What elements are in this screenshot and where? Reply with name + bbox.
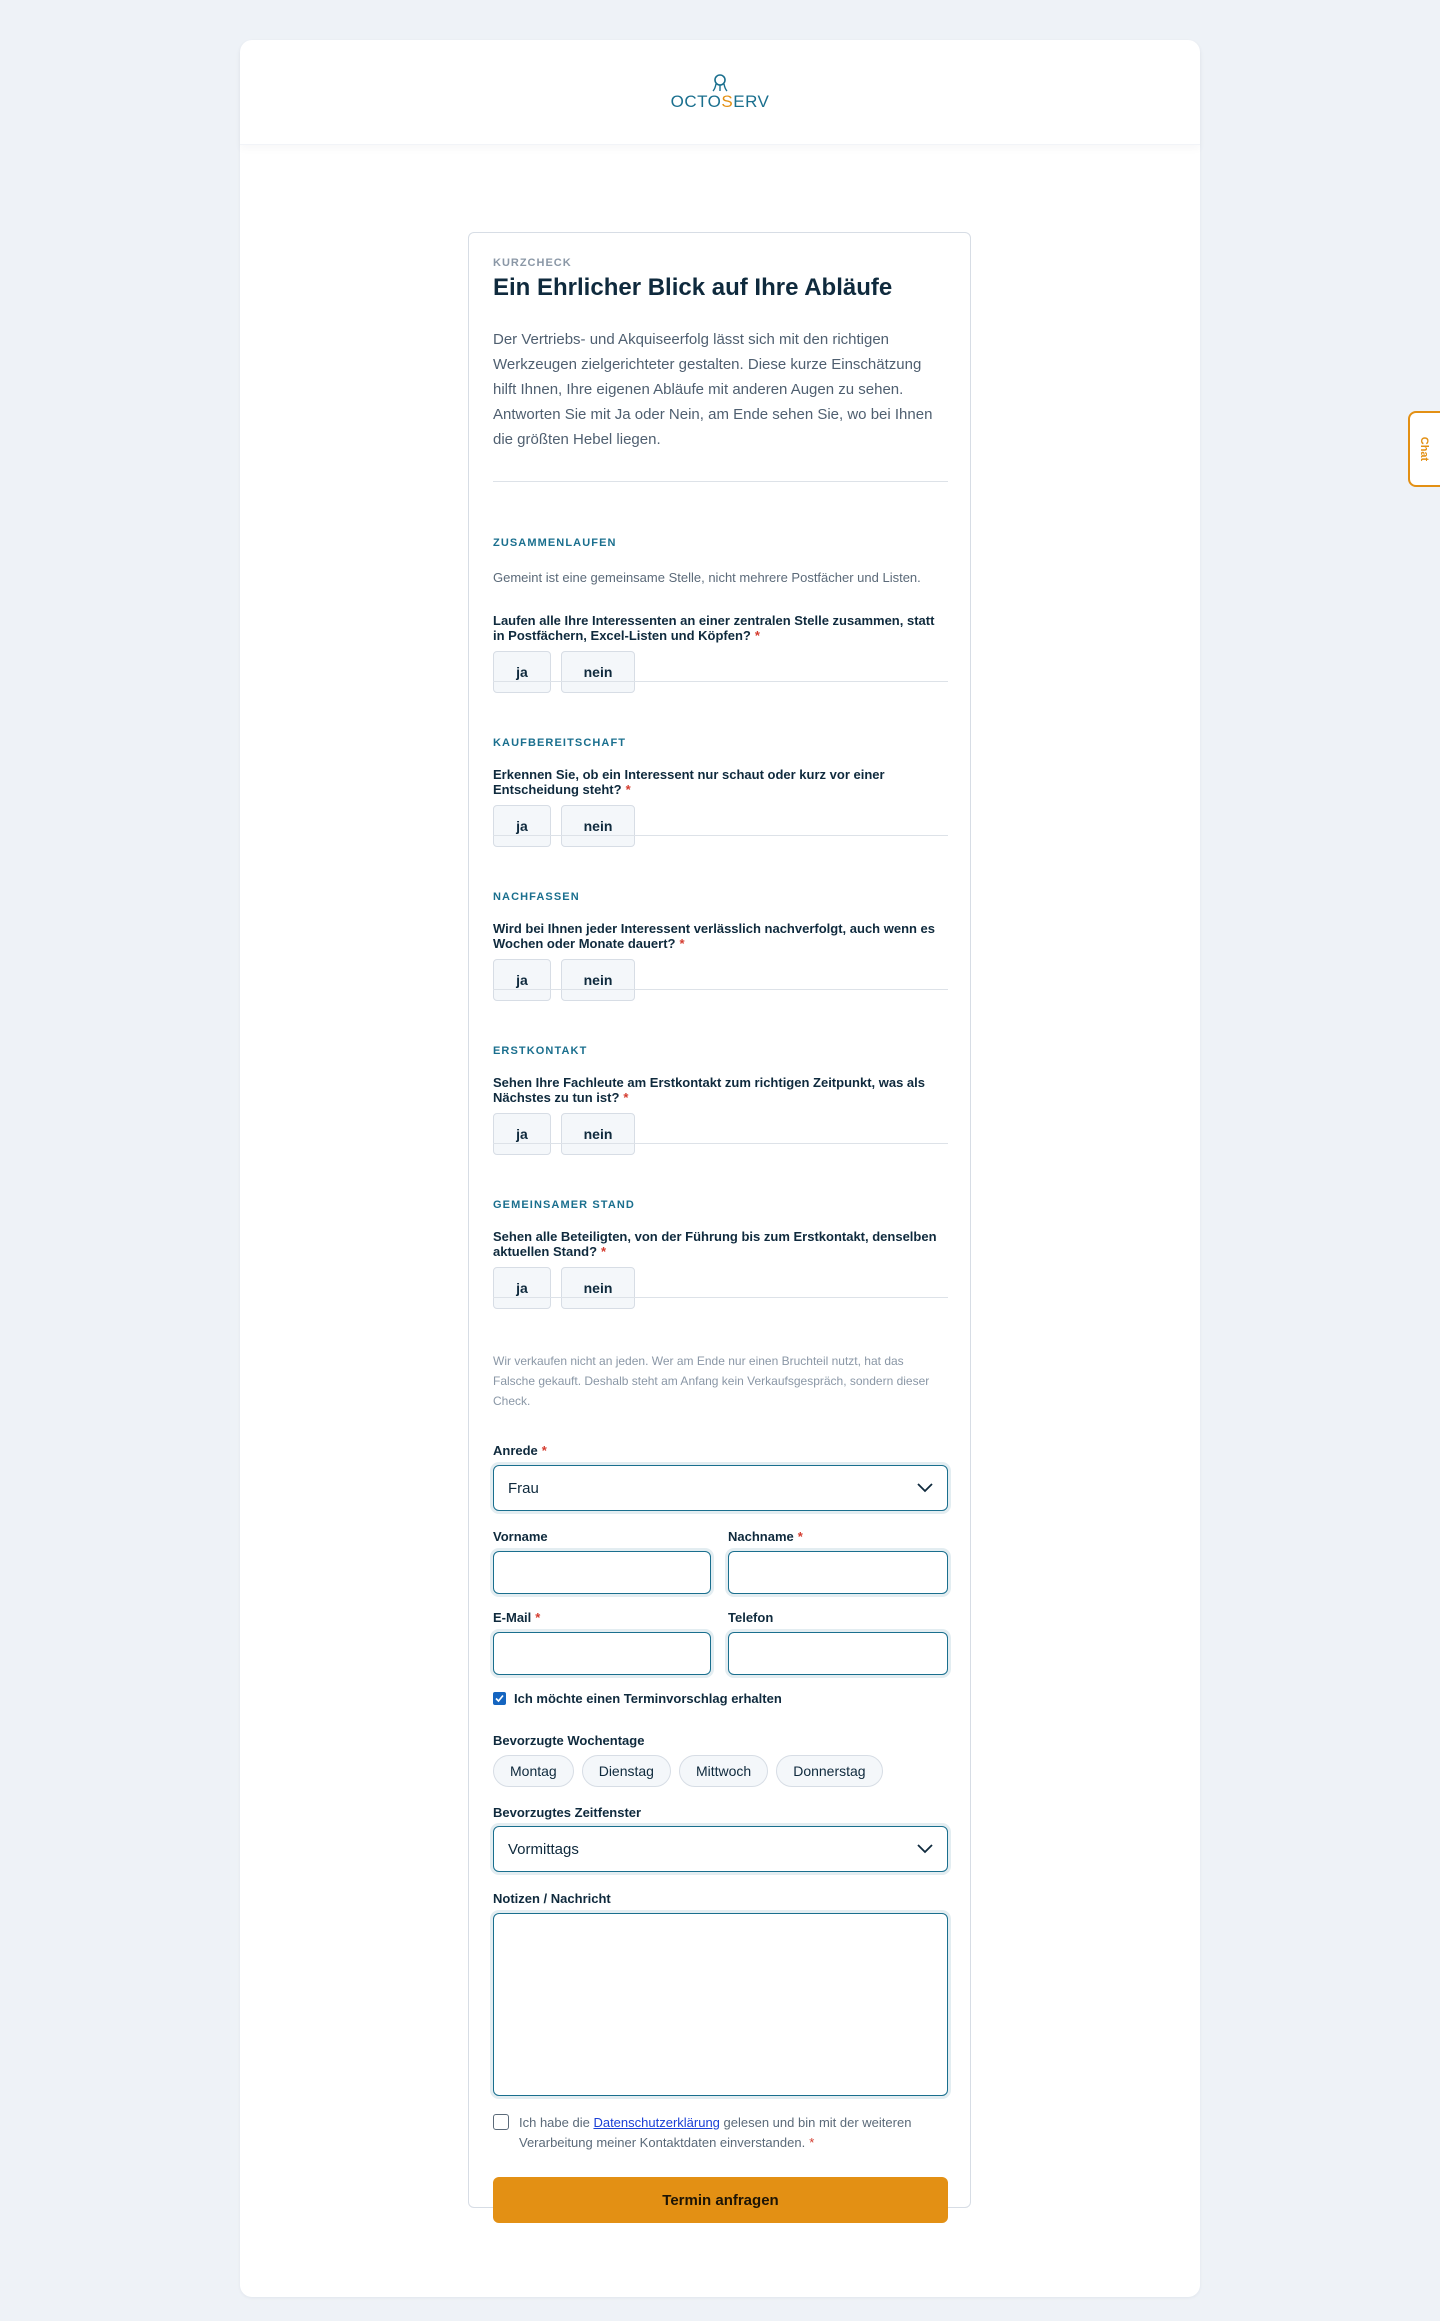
question-text: Erkennen Sie, ob ein Interessent nur schaut oder kurz vor einer Entscheidung steht? * [493, 767, 885, 797]
answer-no-button[interactable]: nein [561, 959, 635, 1001]
question-text: Laufen alle Ihre Interessenten an einer zentralen Stelle zusammen, statt in Postfächern, Excel-Listen und Köpfen? * [493, 613, 935, 643]
privacy-policy-link[interactable]: Datenschutzerklärung [593, 2115, 720, 2130]
section-hint: Gemeint ist eine gemeinsame Stelle, nicht mehrere Postfächer und Listen. [493, 570, 921, 585]
section-label: GEMEINSAMER STAND [493, 1199, 635, 1211]
divider [493, 1143, 948, 1144]
weekday-chip-montag[interactable]: Montag [493, 1755, 574, 1787]
chat-launcher-tab[interactable] [1408, 411, 1440, 487]
anrede-select[interactable] [493, 1465, 948, 1511]
disclaimer-text: Wir verkaufen nicht an jeden. Wer am Ende nur einen Bruchteil nutzt, hat das Falsche gekauft. Deshalb steht am Anfang kein Verkaufsgespräch, sondern dieser Check. [493, 1354, 930, 1408]
appointment-checkbox[interactable] [493, 1692, 506, 1705]
section-label: KAUFBEREITSCHAFT [493, 737, 627, 749]
anrede-value: Frau [508, 1479, 539, 1497]
form-card [468, 232, 971, 2208]
answer-no-button[interactable]: nein [561, 805, 635, 847]
section-label: ZUSAMMENLAUFEN [493, 537, 617, 549]
appointment-checkbox-row [493, 1691, 782, 1706]
chat-tab-label: Chat [1417, 436, 1430, 462]
form-eyebrow: KURZCHECK [493, 257, 572, 269]
email-input[interactable] [493, 1632, 711, 1675]
answer-yes-button[interactable]: ja [493, 1267, 551, 1309]
question-text: Wird bei Ihnen jeder Interessent verlässlich nachverfolgt, auch wenn es Wochen oder Monate dauert? * [493, 921, 936, 951]
divider [493, 481, 948, 482]
section-label: ERSTKONTAKT [493, 1045, 588, 1057]
chevron-down-icon [917, 1844, 933, 1854]
answer-yes-button[interactable]: ja [493, 959, 551, 1001]
answer-yes-button[interactable]: ja [493, 651, 551, 693]
divider [493, 835, 948, 836]
divider [493, 989, 948, 990]
answer-yes-button[interactable]: ja [493, 805, 551, 847]
weekdays-chip-group [493, 1755, 883, 1787]
timeslot-value: Vormittags [508, 1840, 579, 1858]
brand-logo[interactable] [671, 73, 770, 112]
vorname-input[interactable] [493, 1551, 711, 1594]
privacy-row [493, 2113, 948, 2153]
answer-no-button[interactable]: nein [561, 651, 635, 693]
telefon-label: Telefon [728, 1610, 774, 1625]
anrede-label: Anrede * [493, 1443, 547, 1458]
weekdays-label: Bevorzugte Wochentage [493, 1733, 645, 1748]
appointment-checkbox-label: Ich möchte einen Terminvorschlag erhalten [514, 1691, 782, 1706]
weekday-chip-donnerstag[interactable]: Donnerstag [776, 1755, 882, 1787]
weekday-chip-mittwoch[interactable]: Mittwoch [679, 1755, 768, 1787]
weekday-chip-dienstag[interactable]: Dienstag [582, 1755, 671, 1787]
page-header [240, 40, 1200, 145]
form-intro: Der Vertriebs- und Akquiseerfolg lässt sich mit den richtigen Werkzeugen zielgerichteter gestalten. Diese kurze Einschätzung hilft Ihnen, Ihre eigenen Abläufe mit anderen Augen zu sehen. Antworten Sie mit Ja oder Nein, am Ende sehen Sie, wo bei Ihnen die größten Hebel liegen. [493, 330, 933, 448]
timeslot-label: Bevorzugtes Zeitfenster [493, 1805, 642, 1820]
notes-label: Notizen / Nachricht [493, 1891, 611, 1906]
page-container [240, 40, 1200, 2297]
timeslot-select[interactable] [493, 1826, 948, 1872]
divider [493, 1297, 948, 1298]
nachname-input[interactable] [728, 1551, 948, 1594]
privacy-checkbox[interactable] [493, 2114, 509, 2130]
divider [493, 681, 948, 682]
answer-no-button[interactable]: nein [561, 1267, 635, 1309]
email-label: E-Mail * [493, 1610, 541, 1625]
notes-textarea[interactable] [493, 1913, 948, 2096]
vorname-label: Vorname [493, 1529, 548, 1544]
question-text: Sehen alle Beteiligten, von der Führung bis zum Erstkontakt, denselben aktuellen Stand? * [493, 1229, 937, 1259]
chevron-down-icon [917, 1483, 933, 1493]
form-title: Ein Ehrlicher Blick auf Ihre Abläufe [493, 274, 893, 301]
logo-wordmark: OCTOSERV [670, 91, 770, 111]
answer-no-button[interactable]: nein [561, 1113, 635, 1155]
check-icon [495, 1694, 504, 1703]
submit-button[interactable]: Termin anfragen [493, 2177, 948, 2223]
question-text: Sehen Ihre Fachleute am Erstkontakt zum richtigen Zeitpunkt, was als Nächstes zu tun ist? * [493, 1075, 925, 1105]
answer-yes-button[interactable]: ja [493, 1113, 551, 1155]
telefon-input[interactable] [728, 1632, 948, 1675]
nachname-label: Nachname * [728, 1529, 803, 1544]
section-label: NACHFASSEN [493, 891, 580, 903]
octopus-icon [711, 73, 729, 93]
privacy-text: Ich habe die Datenschutzerklärung gelesen und bin mit der weiteren Verarbeitung meiner Kontaktdaten einverstanden. * [519, 2115, 912, 2150]
